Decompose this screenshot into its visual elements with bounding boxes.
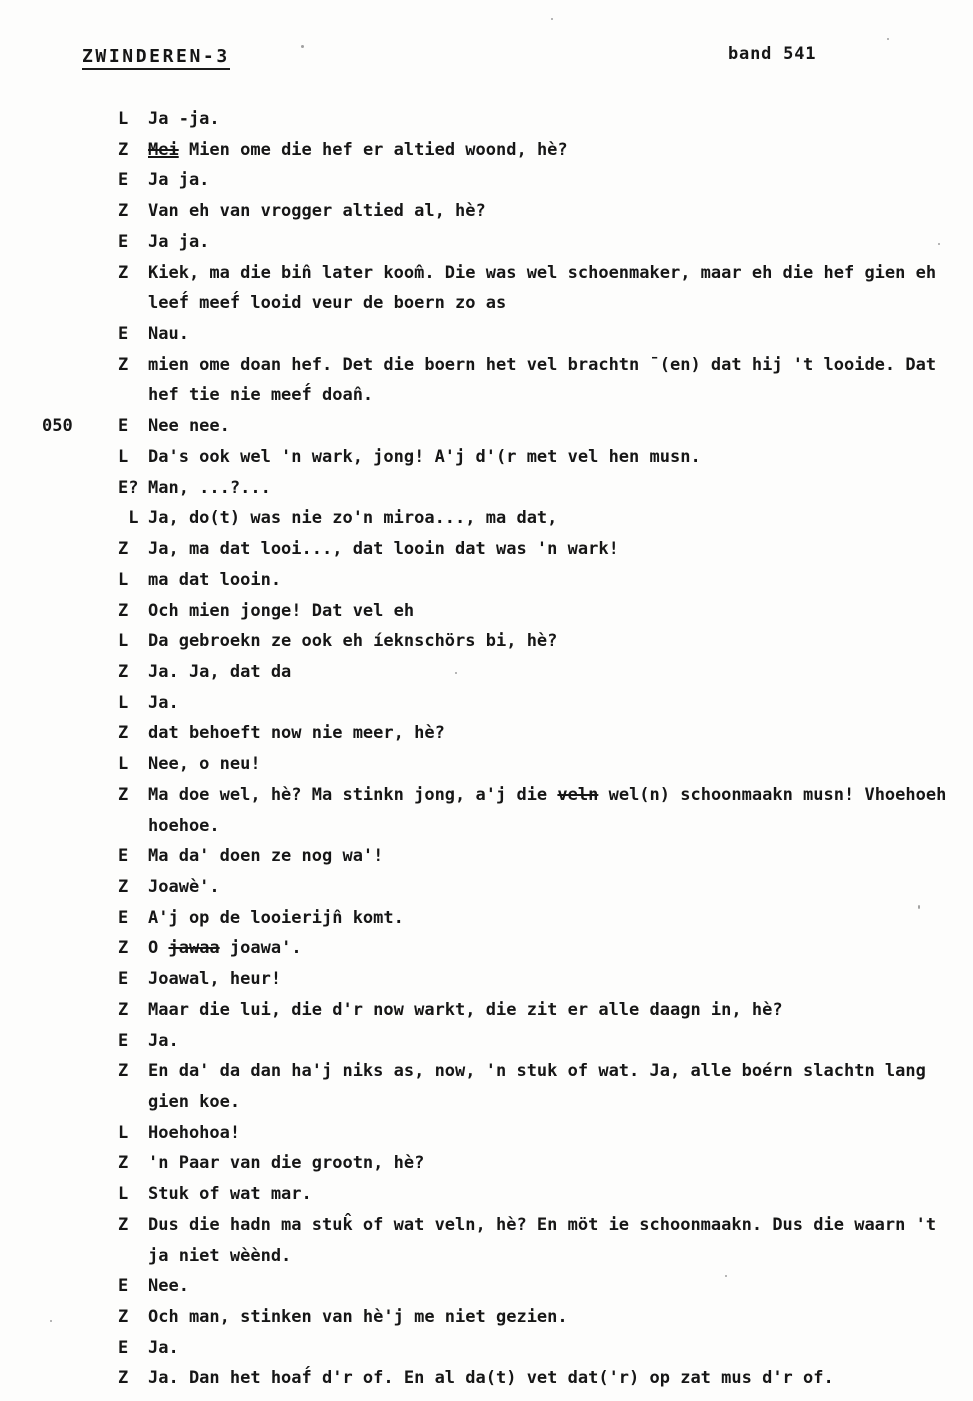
transcript-line <box>0 442 973 473</box>
scan-speck <box>887 38 889 40</box>
transcript-line <box>0 718 973 749</box>
speaker-label: E <box>118 1030 129 1051</box>
transcript-line <box>0 1026 973 1057</box>
transcript-line <box>0 196 973 227</box>
transcript-line <box>0 657 973 688</box>
speaker-label: L <box>118 1184 129 1205</box>
transcript-line <box>0 165 973 196</box>
dialogue-text: Ma doe wel, hè? Ma stinkn jong, a'j die veln wel(n) schoonmaakn musn! Vhoehoeh <box>148 784 947 805</box>
transcript-line <box>0 1179 973 1210</box>
speaker-label: E <box>118 231 129 252</box>
transcript-line <box>0 411 973 442</box>
dialogue-text: hef tie nie meef́ doan̂. <box>148 385 374 406</box>
dialogue-text: Ja, do(t) was nie zo'n miroa..., ma dat, <box>148 508 558 529</box>
transcript-line <box>0 227 973 258</box>
transcript-line <box>0 1118 973 1149</box>
transcript-line <box>0 1271 973 1302</box>
dialogue-text: Nee, o neu! <box>148 754 261 775</box>
transcript-line <box>0 749 973 780</box>
transcript-line <box>0 473 973 504</box>
dialogue-text: Dus die hadn ma stuk̂ of wat veln, hè? En möt ie schoonmaakn. Dus die waarn 't <box>148 1214 937 1235</box>
transcript-line <box>0 503 973 534</box>
struck-out-word: jawaa <box>168 938 220 959</box>
speaker-label: E <box>118 324 129 345</box>
dialogue-text: Och man, stinken van hè'j me niet gezien. <box>148 1307 568 1328</box>
dialogue-text: ja niet wèènd. <box>148 1245 292 1266</box>
transcript-line <box>0 688 973 719</box>
transcript-line <box>0 1302 973 1333</box>
speaker-label: E <box>118 969 129 990</box>
dialogue-text: Stuk of wat mar. <box>148 1184 312 1205</box>
dialogue-text: Hoehohoa! <box>148 1122 241 1143</box>
scan-speck <box>725 1275 727 1277</box>
transcript-line <box>0 596 973 627</box>
dialogue-text: Kiek, ma die bin̂ later koom̂. Die was wel schoenmaker, maar eh die hef gien eh <box>148 262 937 283</box>
transcript-line <box>0 841 973 872</box>
scan-speck <box>50 1320 52 1322</box>
speaker-label: E <box>118 846 129 867</box>
transcript-line <box>0 1210 973 1241</box>
dialogue-text: Och mien jonge! Dat vel eh <box>148 600 415 621</box>
speaker-label: Z <box>118 784 129 805</box>
transcript-line <box>0 135 973 166</box>
scan-speck <box>918 905 920 909</box>
speaker-label: Z <box>118 876 129 897</box>
dialogue-text: 'n Paar van die grootn, hè? <box>148 1153 425 1174</box>
band-reference: band 541 <box>728 44 817 64</box>
dialogue-text: Ja. <box>148 1030 179 1051</box>
speaker-label: Z <box>118 723 129 744</box>
dialogue-text: ma dat looin. <box>148 569 282 590</box>
dialogue-text: Ja, ma dat looi..., dat looin dat was 'n wark! <box>148 539 619 560</box>
transcript-line <box>0 288 973 319</box>
speaker-label: E <box>118 1276 129 1297</box>
speaker-label: Z <box>118 139 129 160</box>
speaker-label: Z <box>118 1153 129 1174</box>
transcript-line <box>0 903 973 934</box>
scan-speck <box>551 18 553 20</box>
speaker-label: L <box>118 508 139 529</box>
scan-speck <box>938 243 940 245</box>
dialogue-text: Joawal, heur! <box>148 969 282 990</box>
speaker-label: E? <box>118 477 139 498</box>
speaker-label: Z <box>118 999 129 1020</box>
dialogue-text: hoehoe. <box>148 815 220 836</box>
speaker-label: L <box>118 1122 129 1143</box>
dialogue-transcript <box>0 104 973 1394</box>
document-title: ZWINDEREN-3 <box>82 46 230 70</box>
transcript-line <box>0 1333 973 1364</box>
speaker-label: Z <box>118 600 129 621</box>
transcript-line <box>0 1056 973 1087</box>
dialogue-text: Nee. <box>148 1276 189 1297</box>
dialogue-text: Ja. Dan het hoaf́ d'r of. En al da(t) vet dat('r) op zat mus d'r of. <box>148 1368 834 1389</box>
dialogue-text: Da's ook wel 'n wark, jong! A'j d'(r met vel hen musn. <box>148 446 701 467</box>
transcript-line <box>0 104 973 135</box>
transcript-line <box>0 872 973 903</box>
speaker-label: Z <box>118 938 129 959</box>
speaker-label: Z <box>118 1214 129 1235</box>
scan-speck <box>301 45 304 48</box>
dialogue-text: Man, ...?... <box>148 477 271 498</box>
dialogue-text: Maar die lui, die d'r now warkt, die zit er alle daagn in, hè? <box>148 999 783 1020</box>
dialogue-text: En da' da dan ha'j niks as, now, 'n stuk of wat. Ja, alle boérn slachtn lang <box>148 1061 926 1082</box>
speaker-label: E <box>118 170 129 191</box>
speaker-label: Z <box>118 262 129 283</box>
speaker-label: L <box>118 569 129 590</box>
speaker-label: E <box>118 1337 129 1358</box>
transcript-line <box>0 319 973 350</box>
speaker-label: Z <box>118 1307 129 1328</box>
transcript-line <box>0 1363 973 1394</box>
dialogue-text: mien ome doan hef. Det die boern het vel brachtn ¯(en) dat hij 't looide. Dat <box>148 354 937 375</box>
dialogue-text: Ja. <box>148 1337 179 1358</box>
dialogue-text: Mei Mien ome die hef er altied woond, hè? <box>148 139 568 160</box>
dialogue-text: dat behoeft now nie meer, hè? <box>148 723 445 744</box>
transcript-line <box>0 1148 973 1179</box>
dialogue-text: Ja. <box>148 692 179 713</box>
transcript-line <box>0 565 973 596</box>
scan-speck <box>455 672 457 674</box>
speaker-label: Z <box>118 354 129 375</box>
dialogue-text: Joawè'. <box>148 876 220 897</box>
dialogue-text: Van eh van vrogger altied al, hè? <box>148 201 486 222</box>
speaker-label: Z <box>118 539 129 560</box>
margin-line-number: 050 <box>42 416 73 437</box>
transcript-line <box>0 933 973 964</box>
speaker-label: Z <box>118 1368 129 1389</box>
dialogue-text: Nee nee. <box>148 416 230 437</box>
dialogue-text: Da gebroekn ze ook eh íeknschörs bi, hè? <box>148 631 558 652</box>
dialogue-text: Ja. Ja, dat da <box>148 661 292 682</box>
dialogue-text: Nau. <box>148 324 189 345</box>
dialogue-text: Ja ja. <box>148 231 210 252</box>
speaker-label: E <box>118 907 129 928</box>
dialogue-text: Ja ja. <box>148 170 210 191</box>
dialogue-text: gien koe. <box>148 1092 241 1112</box>
dialogue-text: A'j op de looierijn̂ komt. <box>148 907 404 928</box>
dialogue-text: Ja -ja. <box>148 109 220 129</box>
transcript-line <box>0 380 973 411</box>
transcript-line <box>0 780 973 811</box>
transcript-line <box>0 1087 973 1118</box>
transcript-line <box>0 626 973 657</box>
transcript-line <box>0 811 973 842</box>
transcript-line <box>0 1241 973 1272</box>
dialogue-text: O jawaa joawa'. <box>148 938 302 959</box>
speaker-label: L <box>118 446 129 467</box>
transcript-line <box>0 350 973 381</box>
transcript-line <box>0 258 973 289</box>
speaker-label: L <box>118 631 129 652</box>
speaker-label: L <box>118 109 129 129</box>
dialogue-text: leef́ meef́ looid veur de boern zo as <box>148 293 507 314</box>
transcript-line <box>0 964 973 995</box>
speaker-label: L <box>118 754 129 775</box>
transcript-line <box>0 534 973 565</box>
speaker-label: Z <box>118 661 129 682</box>
speaker-label: Z <box>118 1061 129 1082</box>
speaker-label: Z <box>118 201 129 222</box>
struck-out-word: Mei <box>148 139 179 160</box>
struck-out-word: veln <box>557 784 599 805</box>
speaker-label: L <box>118 692 129 713</box>
dialogue-text: Ma da' doen ze nog wa'! <box>148 846 384 867</box>
speaker-label: E <box>118 416 129 437</box>
transcript-line <box>0 995 973 1026</box>
